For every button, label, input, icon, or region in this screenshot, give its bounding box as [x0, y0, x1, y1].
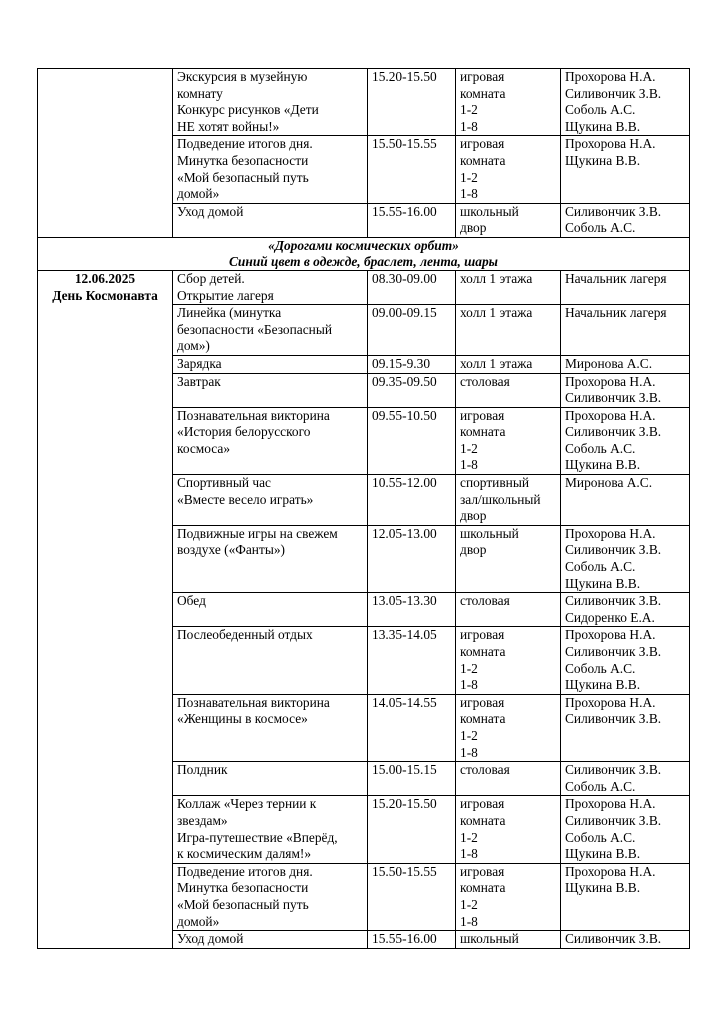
time-cell — [368, 593, 456, 627]
staff-line: Соболь А.С. — [565, 102, 636, 118]
place-line: 1-8 — [460, 744, 478, 760]
staff-cell — [561, 627, 690, 694]
place-line: школьный — [460, 203, 519, 219]
time-cell — [368, 305, 456, 356]
activity-cell — [173, 355, 368, 373]
place-cell — [456, 305, 561, 356]
time-text: 12.05-13.00 — [372, 525, 437, 541]
staff-cell — [561, 593, 690, 627]
activity-line: космоса» — [177, 440, 231, 456]
staff-cell — [561, 407, 690, 474]
place-cell — [456, 355, 561, 373]
activity-line: воздухе («Фанты») — [177, 542, 285, 558]
day-date: 12.06.2025 — [74, 270, 136, 286]
place-line: школьный — [460, 931, 519, 947]
activity-line: Минутка безопасности — [177, 880, 309, 896]
activity-cell — [173, 203, 368, 237]
place-line: комната — [460, 424, 506, 440]
time-text: 09.15-9.30 — [372, 355, 431, 371]
activity-cell — [173, 694, 368, 761]
activity-cell — [173, 373, 368, 407]
time-text: 13.35-14.05 — [372, 627, 437, 643]
activity-cell — [173, 136, 368, 203]
place-cell — [456, 694, 561, 761]
staff-cell — [561, 136, 690, 203]
time-text: 15.50-15.55 — [372, 863, 437, 879]
time-cell — [368, 525, 456, 592]
staff-cell — [561, 373, 690, 407]
activity-line: Коллаж «Через тернии к — [177, 796, 317, 812]
staff-line: Силивончик З.В. — [565, 390, 662, 406]
place-line: игровая — [460, 796, 505, 812]
staff-cell — [561, 475, 690, 526]
staff-line: Прохорова Н.А. — [565, 373, 656, 389]
place-cell — [456, 475, 561, 526]
activity-cell — [173, 305, 368, 356]
staff-line: Миронова А.С. — [565, 475, 653, 491]
staff-line: Щукина В.В. — [565, 152, 641, 168]
activity-line: «История белорусского — [177, 424, 311, 440]
place-line: 1-2 — [460, 727, 478, 743]
staff-cell — [561, 694, 690, 761]
place-cell — [456, 136, 561, 203]
staff-line: Сидоренко Е.А. — [565, 609, 655, 625]
place-line: игровая — [460, 694, 505, 710]
table-row — [38, 270, 690, 304]
place-cell — [456, 762, 561, 796]
activity-line: Подведение итогов дня. — [177, 136, 313, 152]
staff-line: Силивончик З.В. — [565, 711, 662, 727]
place-line: 1-2 — [460, 169, 478, 185]
theme-cell — [38, 237, 690, 270]
place-line: двор — [460, 542, 487, 558]
time-text: 09.35-09.50 — [372, 373, 437, 389]
place-cell — [456, 796, 561, 863]
time-cell — [368, 373, 456, 407]
activity-line: «Мой безопасный путь — [177, 169, 309, 185]
activity-line: «Женщины в космосе» — [177, 711, 308, 727]
place-line: двор — [460, 508, 487, 524]
time-cell — [368, 136, 456, 203]
staff-cell — [561, 796, 690, 863]
place-line: столовая — [460, 373, 510, 389]
place-line: комната — [460, 85, 506, 101]
day-rows — [38, 270, 690, 948]
staff-line: Щукина В.В. — [565, 457, 641, 473]
activity-cell — [173, 407, 368, 474]
place-line: 1-8 — [460, 913, 478, 929]
time-text: 09.55-10.50 — [372, 407, 437, 423]
time-cell — [368, 762, 456, 796]
table-row — [38, 69, 690, 136]
time-text: 15.20-15.50 — [372, 796, 437, 812]
place-cell — [456, 627, 561, 694]
staff-line: Миронова А.С. — [565, 355, 653, 371]
activity-line: домой» — [177, 186, 220, 202]
staff-line: Силивончик З.В. — [565, 203, 662, 219]
place-line: игровая — [460, 136, 505, 152]
place-line: 1-8 — [460, 186, 478, 202]
staff-line: Соболь А.С. — [565, 559, 636, 575]
staff-line: Силивончик З.В. — [565, 85, 662, 101]
activity-line: Конкурс рисунков «Дети — [177, 102, 319, 118]
place-cell — [456, 931, 561, 949]
place-line: спортивный — [460, 475, 529, 491]
activity-line: Завтрак — [177, 373, 221, 389]
staff-line: Щукина В.В. — [565, 677, 641, 693]
place-line: 1-2 — [460, 660, 478, 676]
staff-cell — [561, 355, 690, 373]
staff-line: Силивончик З.В. — [565, 424, 662, 440]
time-cell — [368, 931, 456, 949]
time-cell — [368, 69, 456, 136]
staff-line: Соболь А.С. — [565, 660, 636, 676]
place-line: игровая — [460, 627, 505, 643]
activity-line: Подведение итогов дня. — [177, 863, 313, 879]
place-line: 1-8 — [460, 118, 478, 134]
activity-cell — [173, 525, 368, 592]
activity-line: Линейка (минутка — [177, 305, 282, 321]
activity-cell — [173, 863, 368, 930]
staff-cell — [561, 69, 690, 136]
activity-line: Познавательная викторина — [177, 407, 330, 423]
time-text: 13.05-13.30 — [372, 593, 437, 609]
theme-section — [38, 237, 690, 270]
place-line: игровая — [460, 407, 505, 423]
activity-line: Послеобеденный отдых — [177, 627, 313, 643]
staff-line: Прохорова Н.А. — [565, 694, 656, 710]
place-line: 1-2 — [460, 102, 478, 118]
activity-line: Открытие лагеря — [177, 287, 274, 303]
time-text: 15.55-16.00 — [372, 931, 437, 947]
time-text: 08.30-09.00 — [372, 270, 437, 286]
activity-line: дом») — [177, 338, 210, 354]
time-text: 15.50-15.55 — [372, 136, 437, 152]
activity-line: Уход домой — [177, 931, 244, 947]
activity-cell — [173, 270, 368, 304]
staff-line: Щукина В.В. — [565, 575, 641, 591]
time-text: 15.00-15.15 — [372, 762, 437, 778]
staff-line: Соболь А.С. — [565, 778, 636, 794]
place-cell — [456, 270, 561, 304]
activity-line: «Мой безопасный путь — [177, 896, 309, 912]
activity-line: Минутка безопасности — [177, 152, 309, 168]
place-cell — [456, 593, 561, 627]
activity-line: комнату — [177, 85, 223, 101]
day-cell — [38, 270, 173, 948]
time-cell — [368, 407, 456, 474]
activity-cell — [173, 69, 368, 136]
activity-line: «Вместе весело играть» — [177, 491, 314, 507]
staff-line: Щукина В.В. — [565, 846, 641, 862]
place-line: 1-8 — [460, 846, 478, 862]
activity-cell — [173, 627, 368, 694]
staff-line: Соболь А.С. — [565, 440, 636, 456]
place-cell — [456, 203, 561, 237]
place-line: комната — [460, 644, 506, 659]
place-line: 1-8 — [460, 457, 478, 473]
place-line: холл 1 этажа — [460, 305, 533, 321]
activity-line: Подвижные игры на свежем — [177, 525, 338, 541]
time-text: 15.20-15.50 — [372, 69, 437, 84]
staff-line: Прохорова Н.А. — [565, 863, 656, 879]
place-cell — [456, 69, 561, 136]
activity-line: Познавательная викторина — [177, 694, 330, 710]
time-text: 14.05-14.55 — [372, 694, 437, 710]
activity-cell — [173, 475, 368, 526]
activity-line: Зарядка — [177, 355, 222, 371]
place-line: холл 1 этажа — [460, 355, 533, 371]
time-cell — [368, 475, 456, 526]
schedule-table — [37, 68, 690, 949]
staff-line: Силивончик З.В. — [565, 812, 662, 828]
place-line: игровая — [460, 863, 505, 879]
place-line: игровая — [460, 69, 505, 84]
time-text: 15.55-16.00 — [372, 203, 437, 219]
place-line: холл 1 этажа — [460, 270, 533, 286]
place-line: двор — [460, 220, 487, 236]
activity-line: звездам» — [177, 812, 228, 828]
staff-line: Силивончик З.В. — [565, 542, 662, 558]
time-cell — [368, 863, 456, 930]
activity-line: Игра-путешествие «Вперёд, — [177, 829, 338, 845]
time-cell — [368, 694, 456, 761]
staff-line: Щукина В.В. — [565, 118, 641, 134]
place-cell — [456, 373, 561, 407]
place-line: комната — [460, 812, 506, 828]
activity-line: Уход домой — [177, 203, 244, 219]
staff-line: Силивончик З.В. — [565, 762, 662, 778]
staff-line: Соболь А.С. — [565, 220, 636, 236]
day-cell-empty — [38, 69, 173, 238]
previous-day-rows — [38, 69, 690, 238]
staff-line: Щукина В.В. — [565, 880, 641, 896]
staff-cell — [561, 305, 690, 356]
place-line: 1-2 — [460, 896, 478, 912]
place-cell — [456, 407, 561, 474]
activity-cell — [173, 593, 368, 627]
activity-line: Сбор детей. — [177, 270, 245, 286]
staff-line: Прохорова Н.А. — [565, 627, 656, 643]
time-text: 10.55-12.00 — [372, 475, 437, 491]
theme-title: «Дорогами космических орбит» — [268, 237, 459, 253]
place-cell — [456, 525, 561, 592]
place-line: 1-2 — [460, 440, 478, 456]
activity-line: Обед — [177, 593, 206, 609]
staff-cell — [561, 525, 690, 592]
place-line: столовая — [460, 593, 510, 609]
staff-line: Прохорова Н.А. — [565, 407, 656, 423]
time-cell — [368, 796, 456, 863]
staff-line: Прохорова Н.А. — [565, 796, 656, 812]
staff-line: Силивончик З.В. — [565, 644, 662, 659]
staff-line: Начальник лагеря — [565, 305, 667, 321]
staff-line: Силивончик З.В. — [565, 593, 662, 609]
activity-line: к космическим далям!» — [177, 846, 312, 862]
activity-cell — [173, 762, 368, 796]
place-line: комната — [460, 711, 506, 727]
staff-line: Соболь А.С. — [565, 829, 636, 845]
activity-cell — [173, 796, 368, 863]
staff-cell — [561, 270, 690, 304]
staff-cell — [561, 863, 690, 930]
activity-line: безопасности «Безопасный — [177, 321, 332, 337]
place-line: школьный — [460, 525, 519, 541]
place-line: столовая — [460, 762, 510, 778]
activity-line: Спортивный час — [177, 475, 271, 491]
day-name: День Космонавта — [52, 287, 158, 303]
theme-row — [38, 237, 690, 270]
activity-cell — [173, 931, 368, 949]
place-cell — [456, 863, 561, 930]
place-line: 1-2 — [460, 829, 478, 845]
time-cell — [368, 270, 456, 304]
staff-cell — [561, 203, 690, 237]
staff-line: Прохорова Н.А. — [565, 136, 656, 152]
staff-line: Прохорова Н.А. — [565, 69, 656, 84]
place-line: зал/школьный — [460, 491, 541, 507]
time-text: 09.00-09.15 — [372, 305, 437, 321]
time-cell — [368, 203, 456, 237]
staff-line: Начальник лагеря — [565, 270, 667, 286]
activity-line: НЕ хотят войны!» — [177, 118, 280, 134]
time-cell — [368, 627, 456, 694]
activity-line: домой» — [177, 913, 220, 929]
place-line: комната — [460, 152, 506, 168]
theme-subtitle: Синий цвет в одежде, браслет, лента, шары — [229, 253, 498, 269]
activity-line: Экскурсия в музейную — [177, 69, 308, 84]
place-line: комната — [460, 880, 506, 896]
staff-line: Прохорова Н.А. — [565, 525, 656, 541]
time-cell — [368, 355, 456, 373]
activity-line: Полдник — [177, 762, 228, 778]
staff-cell — [561, 762, 690, 796]
place-line: 1-8 — [460, 677, 478, 693]
staff-cell — [561, 931, 690, 949]
staff-line: Силивончик З.В. — [565, 931, 662, 947]
